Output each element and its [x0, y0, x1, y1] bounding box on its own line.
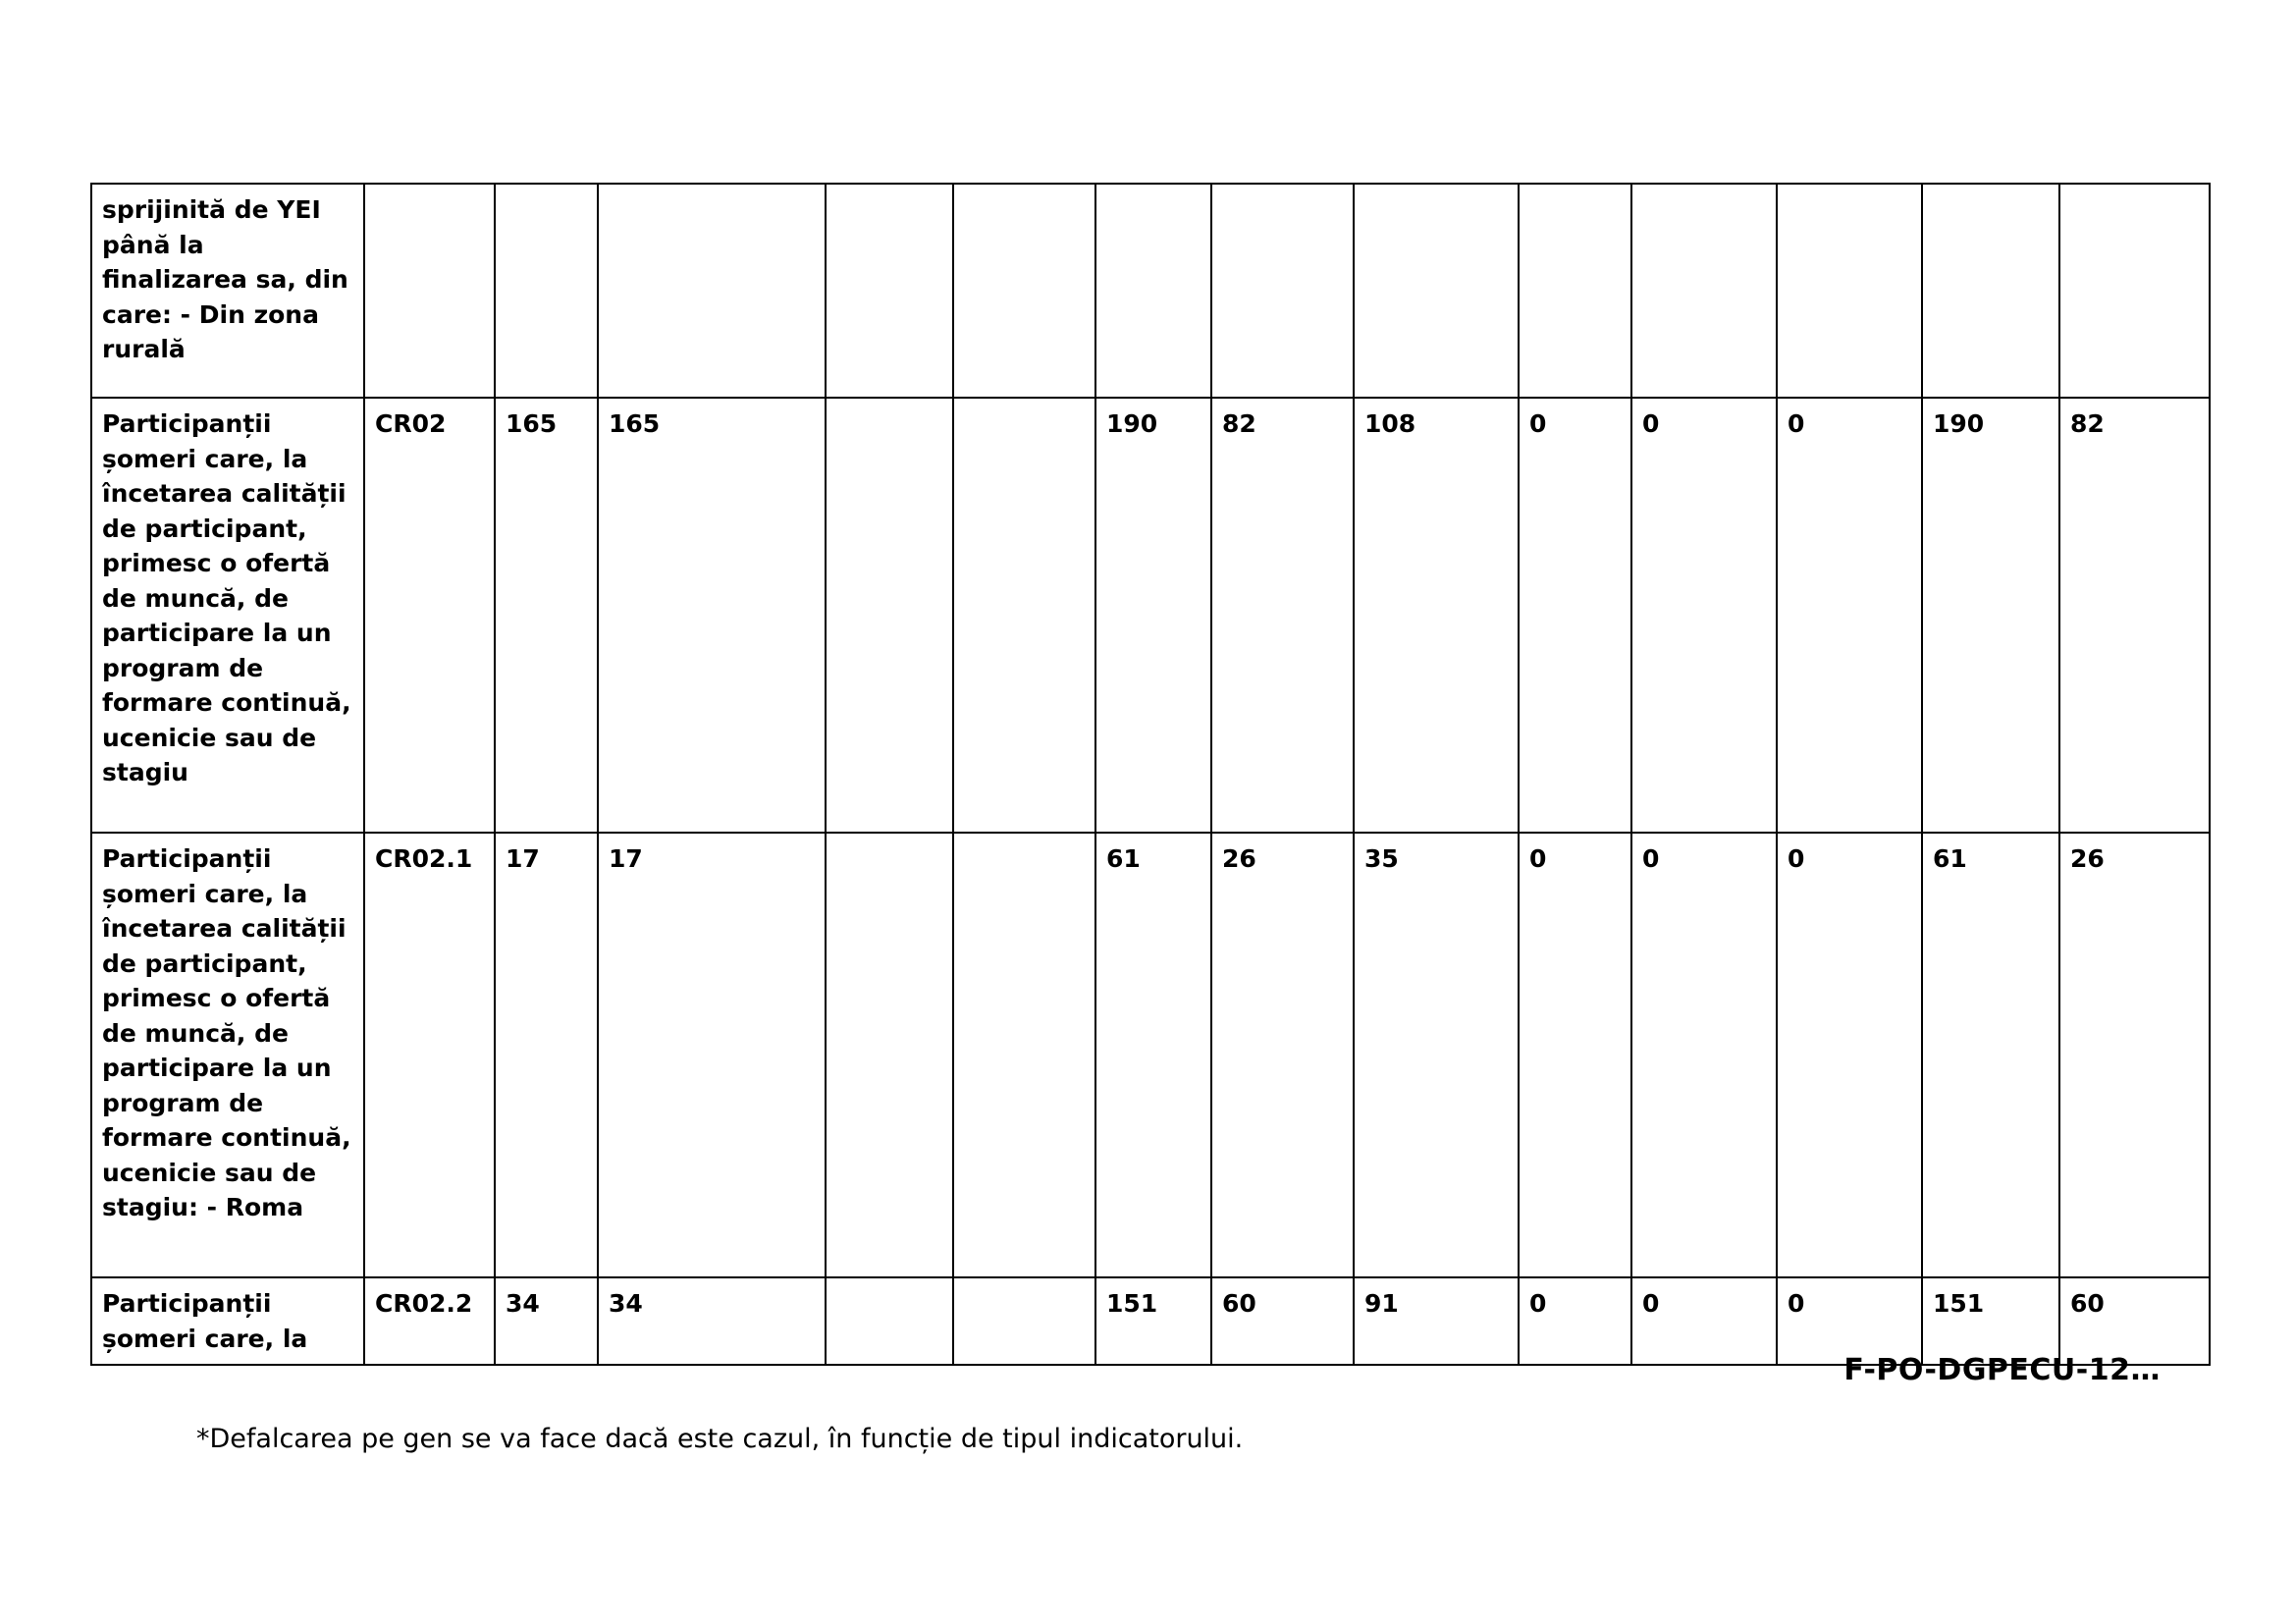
table-row — [91, 184, 2210, 398]
cell-value: 0 — [1631, 1277, 1777, 1365]
indicator-label: sprijinită de YEI până la finalizarea sa, din care: - Din zona rurală — [91, 184, 364, 398]
cell-value: 26 — [1211, 833, 1354, 1277]
cell-value: 0 — [1519, 398, 1631, 833]
cell-value: 82 — [1211, 398, 1354, 833]
cell-value: 0 — [1631, 398, 1777, 833]
form-code: F-PO-DGPECU-12… — [1843, 1353, 2161, 1387]
cell-value — [2059, 184, 2210, 398]
cell-value: 60 — [2059, 1277, 2210, 1365]
cell-value: 34 — [495, 1277, 598, 1365]
cell-value: 0 — [1777, 398, 1922, 833]
indicator-label: Participanții șomeri care, la încetarea calității de participant, primesc o ofertă de muncă, de participare la un program de formare continuă, ucenicie sau de stagiu — [91, 398, 364, 833]
cell-value: 0 — [1631, 833, 1777, 1277]
indicator-code — [364, 184, 495, 398]
cell-value: 190 — [1095, 398, 1211, 833]
indicator-label: Participanții șomeri care, la — [91, 1277, 364, 1365]
cell-value — [953, 1277, 1095, 1365]
indicators-table — [90, 183, 2211, 1366]
cell-value — [826, 1277, 953, 1365]
cell-value: 108 — [1354, 398, 1519, 833]
cell-value — [826, 184, 953, 398]
cell-value: 0 — [1519, 833, 1631, 1277]
cell-value: 151 — [1095, 1277, 1211, 1365]
cell-value — [953, 833, 1095, 1277]
cell-value: 82 — [2059, 398, 2210, 833]
cell-value — [1211, 184, 1354, 398]
cell-value — [1922, 184, 2059, 398]
cell-value: 91 — [1354, 1277, 1519, 1365]
footnote-text: *Defalcarea pe gen se va face dacă este cazul, în funcție de tipul indicatorului. — [196, 1424, 1244, 1454]
cell-value: 61 — [1095, 833, 1211, 1277]
cell-value: 0 — [1519, 1277, 1631, 1365]
cell-value: 17 — [495, 833, 598, 1277]
indicator-code: CR02.1 — [364, 833, 495, 1277]
cell-value: 61 — [1922, 833, 2059, 1277]
indicator-label: Participanții șomeri care, la încetarea calității de participant, primesc o ofertă de muncă, de participare la un program de formare continuă, ucenicie sau de stagiu: - Roma — [91, 833, 364, 1277]
indicator-code: CR02.2 — [364, 1277, 495, 1365]
cell-value — [1095, 184, 1211, 398]
cell-value — [826, 833, 953, 1277]
cell-value — [1777, 184, 1922, 398]
cell-value: 35 — [1354, 833, 1519, 1277]
cell-value: 0 — [1777, 1277, 1922, 1365]
table-row — [91, 1277, 2210, 1365]
cell-value — [1631, 184, 1777, 398]
cell-value: 151 — [1922, 1277, 2059, 1365]
cell-value: 60 — [1211, 1277, 1354, 1365]
cell-value: 190 — [1922, 398, 2059, 833]
cell-value — [1519, 184, 1631, 398]
indicator-code: CR02 — [364, 398, 495, 833]
cell-value — [826, 398, 953, 833]
table-row — [91, 398, 2210, 833]
cell-value — [1354, 184, 1519, 398]
cell-value — [495, 184, 598, 398]
cell-value: 165 — [598, 398, 826, 833]
cell-value: 34 — [598, 1277, 826, 1365]
cell-value: 0 — [1777, 833, 1922, 1277]
cell-value — [953, 184, 1095, 398]
cell-value — [598, 184, 826, 398]
table-row — [91, 833, 2210, 1277]
cell-value: 17 — [598, 833, 826, 1277]
cell-value — [953, 398, 1095, 833]
cell-value: 26 — [2059, 833, 2210, 1277]
cell-value: 165 — [495, 398, 598, 833]
